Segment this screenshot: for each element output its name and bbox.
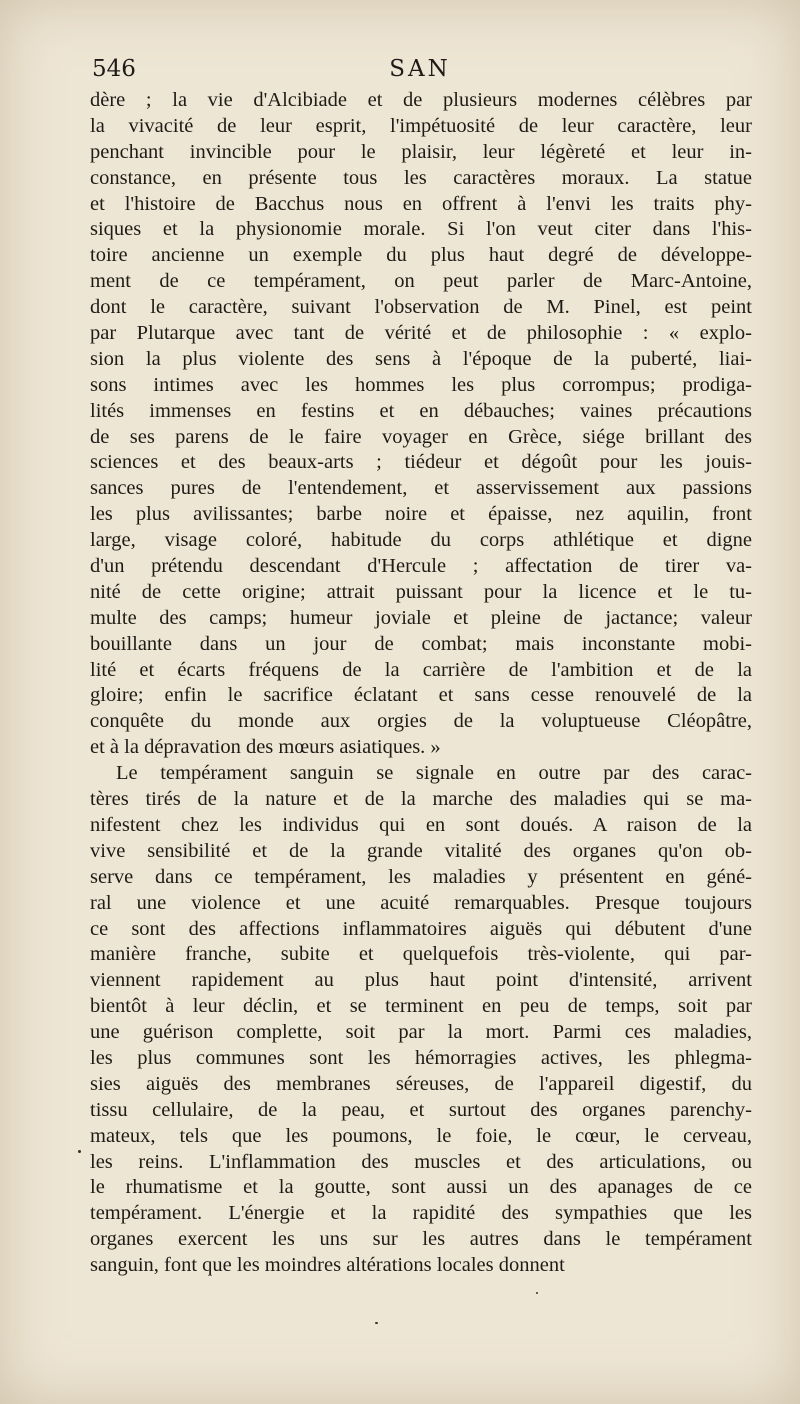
text-line: mateux, tels que les poumons, le foie, le cœur, le cerveau,: [90, 1124, 752, 1147]
text-line: bouillante dans un jour de combat; mais inconstante mobi-: [90, 632, 752, 655]
text-line: penchant invincible pour le plaisir, leur légèreté et leur in-: [90, 140, 752, 163]
text-line: tempérament. L'énergie et la rapidité des sympathies que les: [90, 1202, 752, 1225]
text-line: de ses parens de le faire voyager en Grèce, siége brillant des: [90, 425, 752, 448]
text-line: sons intimes avec les hommes les plus corrompus; prodiga-: [90, 373, 752, 396]
ink-speck: [78, 1150, 81, 1153]
text-line: ment de ce tempérament, on peut parler de Marc-Antoine,: [90, 270, 752, 293]
text-line: viennent rapidement au plus haut point d'intensité, arrivent: [90, 969, 752, 992]
text-line: constance, en présente tous les caractères moraux. La statue: [90, 166, 752, 189]
text-line: tères tirés de la nature et de la marche des maladies qui se ma-: [90, 788, 752, 811]
text-line: sion la plus violente des sens à l'époque de la puberté, liai-: [90, 347, 752, 370]
body-text: [90, 88, 752, 1279]
ink-speck: [375, 1322, 378, 1324]
text-line: dont le caractère, suivant l'observation de M. Pinel, est peint: [90, 296, 752, 319]
paragraph: [90, 761, 752, 1279]
text-line: Le tempérament sanguin se signale en outre par des carac-: [116, 762, 752, 785]
text-line: ral une violence et une acuité remarquables. Presque toujours: [90, 891, 752, 914]
running-head: SAN: [389, 56, 451, 82]
text-line: lités immenses en festins et en débauches; vaines précautions: [90, 399, 752, 422]
text-line: sances pures de l'entendement, et asservissement aux passions: [90, 477, 752, 500]
text-line: lité et écarts fréquens de la carrière de l'ambition et de la: [90, 658, 752, 681]
text-line: ce sont des affections inflammatoires aiguës qui débutent d'une: [90, 917, 752, 940]
text-line: une guérison complette, soit par la mort. Parmi ces maladies,: [90, 1021, 752, 1044]
text-line: et à la dépravation des mœurs asiatiques. »: [90, 736, 441, 759]
text-line: bientôt à leur déclin, et se terminent en peu de temps, soit par: [90, 995, 752, 1018]
page-number: 546: [92, 56, 136, 82]
text-line: gloire; enfin le sacrifice éclatant et sans cesse renouvelé de la: [90, 684, 752, 707]
text-line: d'un prétendu descendant d'Hercule ; affectation de tirer va-: [90, 555, 752, 578]
text-line: et l'histoire de Bacchus nous en offrent à l'envi les traits phy-: [90, 192, 752, 215]
text-line: conquête du monde aux orgies de la voluptueuse Cléopâtre,: [90, 710, 752, 733]
text-line: tissu cellulaire, de la peau, et surtout des organes parenchy-: [90, 1098, 752, 1121]
paragraph: [90, 88, 752, 761]
text-line: la vivacité de leur esprit, l'impétuosité de leur caractère, leur: [90, 114, 752, 137]
text-line: sies aiguës des membranes séreuses, de l'appareil digestif, du: [90, 1072, 752, 1095]
text-line: multe des camps; humeur joviale et pleine de jactance; valeur: [90, 606, 752, 629]
text-line: vive sensibilité et de la grande vitalité des organes qu'on ob-: [90, 839, 752, 862]
text-line: nité de cette origine; attrait puissant pour la licence et le tu-: [90, 580, 752, 603]
text-line: sanguin, font que les moindres altérations locales donnent: [90, 1254, 565, 1277]
text-line: siques et la physionomie morale. Si l'on veut citer dans l'his-: [90, 218, 752, 241]
text-line: serve dans ce tempérament, les maladies y présentent en géné-: [90, 865, 752, 888]
text-line: toire ancienne un exemple du plus haut degré de développe-: [90, 244, 752, 267]
text-line: les plus avilissantes; barbe noire et épaisse, nez aquilin, front: [90, 503, 752, 526]
text-line: les reins. L'inflammation des muscles et des articulations, ou: [90, 1150, 752, 1173]
text-line: large, visage coloré, habitude du corps athlétique et digne: [90, 529, 752, 552]
text-line: sciences et des beaux-arts ; tiédeur et dégoût pour les jouis-: [90, 451, 752, 474]
text-line: nifestent chez les individus qui en sont doués. A raison de la: [90, 813, 752, 836]
ink-speck: [536, 1292, 538, 1294]
text-line: par Plutarque avec tant de vérité et de philosophie : « explo-: [90, 322, 752, 345]
text-line: les plus communes sont les hémorragies actives, les phlegma-: [90, 1046, 752, 1069]
text-line: dère ; la vie d'Alcibiade et de plusieurs modernes célèbres par: [90, 89, 752, 111]
text-line: manière franche, subite et quelquefois très-violente, qui par-: [90, 943, 752, 966]
text-line: le rhumatisme et la goutte, sont aussi un des apanages de ce: [90, 1176, 752, 1199]
text-line: organes exercent les uns sur les autres dans le tempérament: [90, 1228, 752, 1251]
page-header: [90, 52, 750, 86]
